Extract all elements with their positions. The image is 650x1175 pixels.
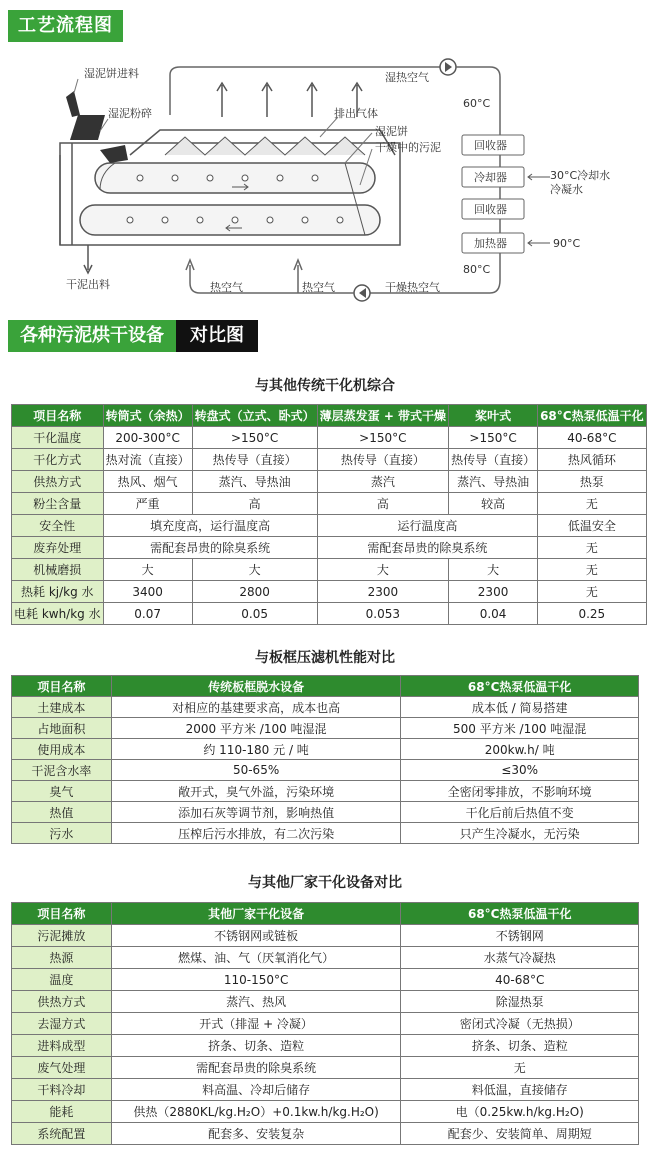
equipment-boxes [462,135,524,253]
table-row [12,969,639,991]
header-cell: 项目名称 [12,676,112,697]
table-row [12,559,647,581]
cell: 0.25 [538,603,647,625]
table-row [12,515,647,537]
table-row [12,947,639,969]
label-temp-90: 90°C [553,237,581,250]
row-label: 干料冷却 [12,1079,112,1101]
table-row [12,1013,639,1035]
cell: 200-300°C [103,427,192,449]
section-title-compare [8,320,258,352]
cell: 蒸汽 [317,471,448,493]
cell: 2800 [192,581,317,603]
table-header-row [12,676,639,697]
cell: 200kw.h/ 吨 [401,739,639,760]
cell: 全密闭零排放，不影响环境 [401,781,639,802]
label-temp-60: 60°C [463,97,491,110]
table-header-row [12,405,647,427]
cell: 0.07 [103,603,192,625]
label-dry-hot-air: 干燥热空气 [385,281,440,294]
cell: 0.053 [317,603,448,625]
table-row [12,603,647,625]
table-traditional-dryers [11,404,647,625]
row-label: 粉尘含量 [12,493,104,515]
cell: 运行温度高 [317,515,537,537]
cell: 无 [538,537,647,559]
table2-title: 与板框压滤机性能对比 [255,650,395,666]
header-cell: 68°C热泵低温干化 [538,405,647,427]
cell: 料低温，直接储存 [401,1079,639,1101]
table-row [12,739,639,760]
cell: 无 [401,1057,639,1079]
cell: 需配套昂贵的除臭系统 [103,537,317,559]
table-row [12,449,647,471]
table-row [12,537,647,559]
cell: 0.05 [192,603,317,625]
cell: 约 110-180 元 / 吨 [111,739,401,760]
table-row [12,823,639,844]
table-row [12,781,639,802]
row-label: 机械磨损 [12,559,104,581]
row-label: 供热方式 [12,471,104,493]
table-other-vendors [11,902,639,1145]
cell: 需配套昂贵的除臭系统 [111,1057,401,1079]
table-row [12,1035,639,1057]
row-label: 占地面积 [12,718,112,739]
cell: 50-65% [111,760,401,781]
label-hot-air-1: 热空气 [210,281,243,294]
cell: >150°C [449,427,538,449]
row-label: 污水 [12,823,112,844]
section-title-compare-a: 各种污泥烘干设备 [8,320,176,352]
table1-title: 与其他传统干化机综合 [255,378,395,394]
label-cooler: 冷却器 [474,171,507,184]
cell: 料高温、冷却后储存 [111,1079,401,1101]
cell: 2300 [449,581,538,603]
cell: 配套少、安装简单、周期短 [401,1123,639,1145]
row-label: 去湿方式 [12,1013,112,1035]
cell: 40-68°C [401,969,639,991]
cell: 大 [103,559,192,581]
cell: 挤条、切条、造粒 [401,1035,639,1057]
table-row [12,1057,639,1079]
table-row [12,493,647,515]
table-row [12,718,639,739]
cell: 热传导（直接） [317,449,448,471]
cell: 需配套昂贵的除臭系统 [317,537,537,559]
cell: 热对流（直接） [103,449,192,471]
cell: 压榨后污水排放，有二次污染 [111,823,401,844]
cell: 2000 平方米 /100 吨湿混 [111,718,401,739]
row-label: 废气处理 [12,1057,112,1079]
row-label: 热耗 kj/kg 水 [12,581,104,603]
cell: 不锈钢网 [401,925,639,947]
section-title-compare-b: 对比图 [176,320,258,352]
row-label: 安全性 [12,515,104,537]
header-cell: 转筒式（余热） [103,405,192,427]
cell: 3400 [103,581,192,603]
cell: >150°C [317,427,448,449]
label-cool-water: 30°C冷却水 [550,169,611,182]
cell: 蒸汽、导热油 [449,471,538,493]
cell: 只产生冷凝水，无污染 [401,823,639,844]
table-row [12,991,639,1013]
cell: 成本低 / 简易搭建 [401,697,639,718]
cell: 热传导（直接） [449,449,538,471]
cell: 0.04 [449,603,538,625]
row-label: 土建成本 [12,697,112,718]
cell: 大 [317,559,448,581]
row-label: 系统配置 [12,1123,112,1145]
cell: 低温安全 [538,515,647,537]
row-label: 干化方式 [12,449,104,471]
cell: 挤条、切条、造粒 [111,1035,401,1057]
table-row [12,581,647,603]
table-row [12,802,639,823]
label-condensate: 冷凝水 [550,183,583,196]
cell: 添加石灰等调节剂，影响热值 [111,802,401,823]
row-label: 温度 [12,969,112,991]
table-row [12,1079,639,1101]
cell: 高 [317,493,448,515]
row-label: 热源 [12,947,112,969]
cell: 较高 [449,493,538,515]
cell: 严重 [103,493,192,515]
row-label: 热值 [12,802,112,823]
cell: 大 [449,559,538,581]
label-dry-out: 干泥出料 [66,278,110,291]
cell: 配套多、安装复杂 [111,1123,401,1145]
cell: 热传导（直接） [192,449,317,471]
row-label: 能耗 [12,1101,112,1123]
cell: 对相应的基建要求高，成本也高 [111,697,401,718]
table-row [12,471,647,493]
label-wet-cake: 湿泥饼 [375,125,408,138]
header-cell: 项目名称 [12,903,112,925]
cell: 蒸汽、导热油 [192,471,317,493]
header-cell: 薄层蒸发蛋 + 带式干燥 [317,405,448,427]
cell: 填充度高，运行温度高 [103,515,317,537]
cell: 热风、烟气 [103,471,192,493]
header-cell: 项目名称 [12,405,104,427]
feed-hopper [70,115,105,140]
cell: 干化后前后热值不变 [401,802,639,823]
row-label: 进料成型 [12,1035,112,1057]
table-row [12,1101,639,1123]
cell: 热风循环 [538,449,647,471]
cell: 40-68°C [538,427,647,449]
cell: 无 [538,581,647,603]
label-wet-hot-air: 湿热空气 [385,71,429,84]
cell: 供热（2880KL/kg.H₂O）+0.1kw.h/kg.H₂O) [111,1101,401,1123]
process-flow-diagram [0,45,650,310]
header-cell: 68°C热泵低温干化 [401,903,639,925]
row-label: 供热方式 [12,991,112,1013]
row-label: 污泥摊放 [12,925,112,947]
cell: 除湿热泵 [401,991,639,1013]
header-cell: 其他厂家干化设备 [111,903,401,925]
cell: >150°C [192,427,317,449]
cell: 水蒸气冷凝热 [401,947,639,969]
section-title-process: 工艺流程图 [8,10,123,42]
label-recovery-2: 回收器 [474,203,507,216]
table-row [12,925,639,947]
label-drying-sludge: 干燥中的污泥 [375,141,441,154]
row-label: 臭气 [12,781,112,802]
cell: 500 平方米 /100 吨湿混 [401,718,639,739]
cell: 敞开式，臭气外溢，污染环境 [111,781,401,802]
table-row [12,697,639,718]
cell: 无 [538,493,647,515]
cell: 密闭式冷凝（无热损） [401,1013,639,1035]
label-recovery-1: 回收器 [474,139,507,152]
cell: 蒸汽、热风 [111,991,401,1013]
cell: 高 [192,493,317,515]
cell: ≤30% [401,760,639,781]
cell: 燃煤、油、气（厌氧消化气） [111,947,401,969]
table-row [12,427,647,449]
label-hot-air-2: 热空气 [302,281,335,294]
table-filter-press [11,675,639,844]
header-cell: 桨叶式 [449,405,538,427]
table3-title: 与其他厂家干化设备对比 [248,875,402,891]
header-cell: 转盘式（立式、卧式） [192,405,317,427]
label-exhaust: 排出气体 [334,107,378,120]
row-label: 使用成本 [12,739,112,760]
table-header-row [12,903,639,925]
label-heater: 加热器 [474,237,507,250]
row-label: 电耗 kwh/kg 水 [12,603,104,625]
cell: 开式（排湿 + 冷凝） [111,1013,401,1035]
row-label: 废弃处理 [12,537,104,559]
cell: 无 [538,559,647,581]
label-temp-80: 80°C [463,263,491,276]
cell: 热泵 [538,471,647,493]
cell: 2300 [317,581,448,603]
label-wet-crush: 湿泥粉碎 [108,107,152,120]
cell: 110-150°C [111,969,401,991]
header-cell: 传统板框脱水设备 [111,676,401,697]
table-row [12,1123,639,1145]
row-label: 干泥含水率 [12,760,112,781]
label-wet-feed: 湿泥饼进料 [84,67,139,80]
row-label: 干化温度 [12,427,104,449]
cell: 不锈钢网或链板 [111,925,401,947]
cell: 电（0.25kw.h/kg.H₂O) [401,1101,639,1123]
cell: 大 [192,559,317,581]
table-row [12,760,639,781]
header-cell: 68°C热泵低温干化 [401,676,639,697]
